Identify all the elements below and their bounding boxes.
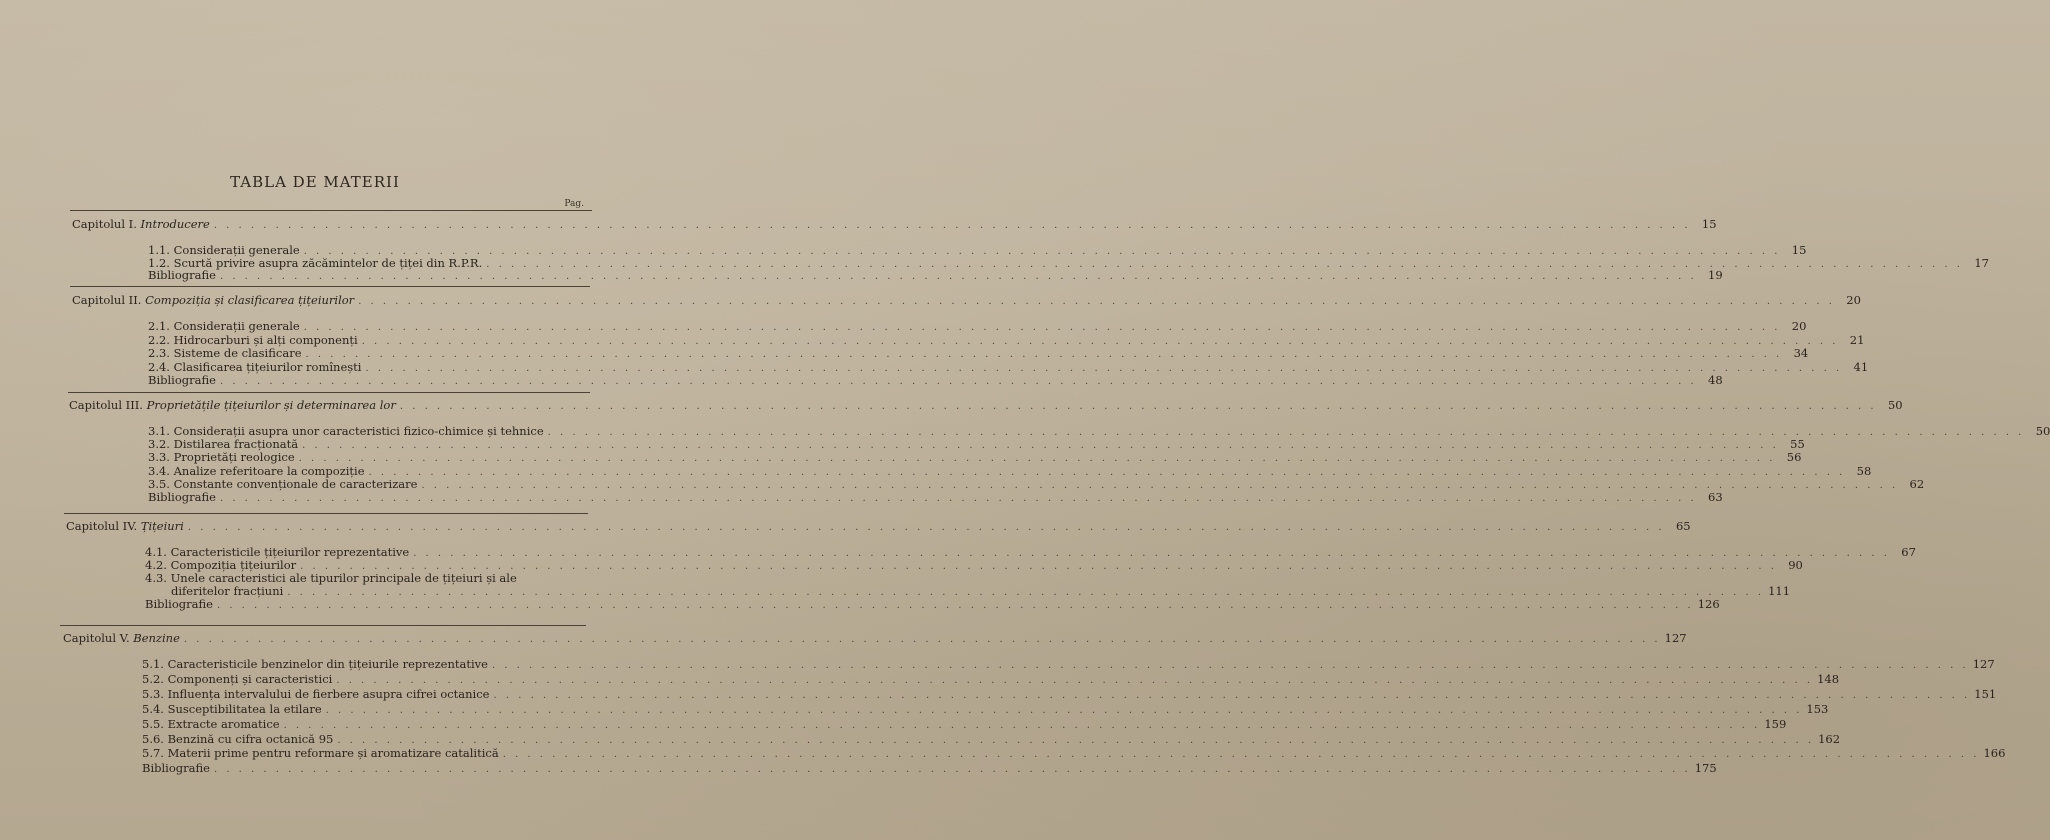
- chapter-name: Introducere: [140, 217, 210, 231]
- entry-text: Hidrocarburi și alți componenți: [173, 332, 358, 347]
- chapter-heading[interactable]: [72, 217, 1717, 232]
- entry-text: Bibliografie: [142, 761, 210, 776]
- entry-page-number: 48: [1708, 373, 1723, 388]
- chapter-heading[interactable]: [69, 398, 1903, 413]
- entry-page-number: 58: [1856, 463, 1872, 478]
- entry-text: Influența intervalului de fierbere asupra cifrei octanice: [167, 686, 490, 701]
- leader-dots: . . . . . . . . . . . . . . . . . . . . . . . . . . . . . . . . . . . . . . . . . . . . . . . . . . . . . . . . . . . . . . . . . . . . . . . . . . . . . . . . . . . . . . . . . . . . . . . . . . . . . . . . . . . . . . . . . . . . . . . .: [219, 493, 1697, 504]
- entry-number: 2.2.: [148, 332, 174, 347]
- entry-title: [148, 374, 216, 387]
- entry-title: [148, 334, 358, 347]
- chapter-title: [69, 399, 396, 412]
- entry-text: Constante convenționale de caracterizare: [173, 476, 418, 491]
- leader-dots: . . . . . . . . . . . . . . . . . . . . . . . . . . . . . . . . . . . . . . . . . . . . . . . . . . . . . . . . . . . . . . . . . . . . . . . . . . . . . . . . . . . . . . . . . . . . . . . . . . . . . . . . . . . . . . . . . . . . . . . .: [219, 376, 1697, 388]
- chapter-heading[interactable]: [66, 519, 1691, 534]
- entry-page-number: 111: [1768, 584, 1791, 598]
- leader-dots: . . . . . . . . . . . . . . . . . . . . . . . . . . . . . . . . . . . . . . . . . . . . . . . . . . . . . . . . . . . . . . . . . . . . . . . . . . . . . . . . . . . . . . . . . . . . . . . . . . . . . . . . . . . . . . . . . . . . . . . .: [491, 660, 1969, 671]
- chapter-heading[interactable]: [72, 293, 1861, 308]
- chapter-page-number: 20: [1846, 293, 1861, 307]
- entry-number: 3.1.: [148, 424, 174, 438]
- toc-entry[interactable]: [142, 746, 2006, 761]
- entry-page-number: 55: [1790, 437, 1805, 452]
- toc-entry[interactable]: [142, 731, 1841, 747]
- entry-text: Unele caracteristici ale tipurilor principale de țițeiuri și ale: [170, 571, 517, 585]
- entry-title: [142, 718, 280, 731]
- entry-page-number: 162: [1818, 731, 1841, 746]
- entry-number: 5.4.: [142, 701, 168, 716]
- entry-text: Sisteme de clasificare: [173, 346, 302, 361]
- entry-text: Componenți și caracteristici: [167, 671, 333, 686]
- entry-title: [148, 465, 365, 478]
- entry-text: Caracteristicile benzinelor din țițeiurile reprezentative: [167, 657, 488, 671]
- chapter-name: Compoziția și clasificarea țițeiurilor: [145, 293, 355, 307]
- chapter-page-number: 127: [1664, 631, 1687, 645]
- entry-text: Clasificarea țițeiurilor romînești: [173, 359, 362, 374]
- entry-page-number: 63: [1708, 490, 1723, 504]
- entry-text: Analize referitoare la compoziție: [173, 463, 365, 478]
- chapter-number: Capitolul IV.: [66, 519, 141, 533]
- toc-entry[interactable]: [142, 761, 1717, 776]
- entry-title: [142, 762, 210, 775]
- chapter-title: [66, 520, 184, 533]
- entry-title: [142, 673, 332, 686]
- entry-page-number: 126: [1697, 597, 1720, 611]
- entry-text: Bibliografie: [148, 373, 216, 388]
- entry-title: [145, 598, 213, 611]
- entry-text: Considerații generale: [173, 243, 300, 257]
- entry-title: [142, 703, 322, 716]
- entry-number: 3.4.: [148, 463, 174, 478]
- chapter-number: Capitolul V.: [63, 631, 134, 645]
- entry-page-number: 41: [1853, 359, 1869, 374]
- toc-entry[interactable]: [142, 657, 1995, 672]
- leader-dots: . . . . . . . . . . . . . . . . . . . . . . . . . . . . . . . . . . . . . . . . . . . . . . . . . . . . . . . . . . . . . . . . . . . . . . . . . . . . . . . . . . . . . . . . . . . . . . . . . . . . . . . . . . . . . . . . . . . . . . . .: [337, 734, 1815, 746]
- entry-number: 2.3.: [148, 346, 174, 361]
- toc-entry[interactable]: [148, 490, 1723, 505]
- entry-title: [148, 425, 544, 438]
- toc-entry[interactable]: [142, 686, 1997, 702]
- leader-dots: . . . . . . . . . . . . . . . . . . . . . . . . . . . . . . . . . . . . . . . . . . . . . . . . . . . . . . . . . . . . . . . . . . . . . . . . . . . . . . . . . . . . . . . . . . . . . . . . . . . . . . . . . . . . . . . . . . . . . . . .: [213, 764, 1691, 776]
- leader-dots: . . . . . . . . . . . . . . . . . . . . . . . . . . . . . . . . . . . . . . . . . . . . . . . . . . . . . . . . . . . . . . . . . . . . . . . . . . . . . . . . . . . . . . . . . . . . . . . . . . . . . . . . . . . . . . . . . . . . . . . .: [305, 349, 1783, 361]
- entry-text: Materii prime pentru reformare și aromatizare catalitică: [167, 746, 499, 761]
- entry-page-number: 153: [1806, 701, 1829, 716]
- leader-dots: . . . . . . . . . . . . . . . . . . . . . . . . . . . . . . . . . . . . . . . . . . . . . . . . . . . . . . . . . . . . . . . . . . . . . . . . . . . . . . . . . . . . . . . . . . . . . . . . . . . . . . . . . . . . . . . . . . . . . . . .: [336, 674, 1814, 686]
- entry-title: [148, 451, 295, 464]
- entry-text: Distilarea fracționată: [173, 437, 299, 452]
- entry-page-number: 62: [1909, 476, 1925, 491]
- entry-page-number: 148: [1817, 671, 1840, 686]
- leader-dots: . . . . . . . . . . . . . . . . . . . . . . . . . . . . . . . . . . . . . . . . . . . . . . . . . . . . . . . . . . . . . . . . . . . . . . . . . . . . . . . . . . . . . . . . . . . . . . . . . . . . . . . . . . . . . . . . . . . . . . . .: [399, 401, 1877, 412]
- leader-dots: . . . . . . . . . . . . . . . . . . . . . . . . . . . . . . . . . . . . . . . . . . . . . . . . . . . . . . . . . . . . . . . . . . . . . . . . . . . . . . . . . . . . . . . . . . . . . . . . . . . . . . . . . . . . . . . . . . . . . . . .: [421, 479, 1899, 491]
- entry-number: 5.1.: [142, 657, 168, 671]
- entry-page-number: 151: [1974, 686, 1997, 701]
- chapter-name: Proprietățile țițeiurilor și determinarea lor: [146, 398, 396, 412]
- leader-dots: . . . . . . . . . . . . . . . . . . . . . . . . . . . . . . . . . . . . . . . . . . . . . . . . . . . . . . . . . . . . . . . . . . . . . . . . . . . . . . . . . . . . . . . . . . . . . . . . . . . . . . . . . . . . . . . . . . . . . . . .: [300, 561, 1777, 572]
- chapter-number: Capitolul II.: [72, 293, 146, 307]
- leader-dots: . . . . . . . . . . . . . . . . . . . . . . . . . . . . . . . . . . . . . . . . . . . . . . . . . . . . . . . . . . . . . . . . . . . . . . . . . . . . . . . . . . . . . . . . . . . . . . . . . . . . . . . . . . . . . . . . . . . . . . . .: [213, 220, 1691, 231]
- entry-title: [148, 438, 298, 451]
- page-title: TABLA DE MATERII: [230, 173, 400, 191]
- entry-title: [142, 733, 333, 746]
- leader-dots: . . . . . . . . . . . . . . . . . . . . . . . . . . . . . . . . . . . . . . . . . . . . . . . . . . . . . . . . . . . . . . . . . . . . . . . . . . . . . . . . . . . . . . . . . . . . . . . . . . . . . . . . . . . . . . . . . . . . . . . .: [493, 689, 1971, 701]
- chapter-rule: [60, 625, 586, 626]
- entry-text: Proprietăți reologice: [173, 450, 295, 465]
- entry-page-number: 21: [1849, 332, 1865, 347]
- entry-page-number: 19: [1708, 268, 1723, 282]
- entry-text: Caracteristicile țițeiurilor reprezentative: [170, 545, 410, 559]
- entry-page-number: 159: [1764, 716, 1787, 731]
- entry-title: [148, 269, 216, 282]
- leader-dots: . . . . . . . . . . . . . . . . . . . . . . . . . . . . . . . . . . . . . . . . . . . . . . . . . . . . . . . . . . . . . . . . . . . . . . . . . . . . . . . . . . . . . . . . . . . . . . . . . . . . . . . . . . . . . . . . . . . . . . . .: [298, 453, 1776, 465]
- leader-dots: . . . . . . . . . . . . . . . . . . . . . . . . . . . . . . . . . . . . . . . . . . . . . . . . . . . . . . . . . . . . . . . . . . . . . . . . . . . . . . . . . . . . . . . . . . . . . . . . . . . . . . . . . . . . . . . . . . . . . . . .: [302, 440, 1779, 452]
- entry-title: [148, 347, 302, 360]
- entry-page-number: 34: [1793, 346, 1809, 361]
- leader-dots: . . . . . . . . . . . . . . . . . . . . . . . . . . . . . . . . . . . . . . . . . . . . . . . . . . . . . . . . . . . . . . . . . . . . . . . . . . . . . . . . . . . . . . . . . . . . . . . . . . . . . . . . . . . . . . . . . . . . . . . .: [547, 427, 2025, 438]
- entry-page-number: 67: [1901, 545, 1916, 559]
- entry-number: 3.2.: [148, 437, 174, 452]
- toc-entry[interactable]: [142, 671, 1840, 687]
- entry-number: 5.6.: [142, 731, 168, 746]
- entry-text: diferitelor fracțiuni: [171, 584, 284, 598]
- leader-dots: . . . . . . . . . . . . . . . . . . . . . . . . . . . . . . . . . . . . . . . . . . . . . . . . . . . . . . . . . . . . . . . . . . . . . . . . . . . . . . . . . . . . . . . . . . . . . . . . . . . . . . . . . . . . . . . . . . . . . . . .: [303, 246, 1781, 257]
- leader-dots: . . . . . . . . . . . . . . . . . . . . . . . . . . . . . . . . . . . . . . . . . . . . . . . . . . . . . . . . . . . . . . . . . . . . . . . . . . . . . . . . . . . . . . . . . . . . . . . . . . . . . . . . . . . . . . . . . . . . . . . .: [502, 749, 1980, 761]
- toc-entry[interactable]: [148, 373, 1723, 388]
- entry-page-number: 166: [1983, 746, 2006, 761]
- chapter-rule: [70, 210, 592, 211]
- chapter-number: Capitolul III.: [69, 398, 147, 412]
- chapter-title: [72, 218, 210, 231]
- leader-dots: . . . . . . . . . . . . . . . . . . . . . . . . . . . . . . . . . . . . . . . . . . . . . . . . . . . . . . . . . . . . . . . . . . . . . . . . . . . . . . . . . . . . . . . . . . . . . . . . . . . . . . . . . . . . . . . . . . . . . . . .: [365, 362, 1843, 374]
- entry-number: 4.2.: [145, 558, 171, 572]
- entry-title: [148, 361, 361, 374]
- toc-entry[interactable]: [148, 268, 1723, 283]
- chapter-title: [63, 632, 180, 645]
- leader-dots: . . . . . . . . . . . . . . . . . . . . . . . . . . . . . . . . . . . . . . . . . . . . . . . . . . . . . . . . . . . . . . . . . . . . . . . . . . . . . . . . . . . . . . . . . . . . . . . . . . . . . . . . . . . . . . . . . . . . . . . .: [303, 322, 1781, 333]
- chapter-rule: [64, 513, 588, 514]
- entry-title: [142, 658, 488, 671]
- toc-entry[interactable]: [142, 701, 1829, 717]
- entry-title: [142, 747, 499, 760]
- entry-text: Considerații generale: [173, 319, 300, 333]
- entry-page-number: 15: [1791, 243, 1807, 257]
- entry-number: 5.2.: [142, 671, 168, 686]
- entry-text: Scurtă privire asupra zăcămintelor de țiței din R.P.R.: [173, 255, 483, 270]
- entry-text: Considerații asupra unor caracteristici fizico-chimice și tehnice: [173, 424, 544, 438]
- leader-dots: . . . . . . . . . . . . . . . . . . . . . . . . . . . . . . . . . . . . . . . . . . . . . . . . . . . . . . . . . . . . . . . . . . . . . . . . . . . . . . . . . . . . . . . . . . . . . . . . . . . . . . . . . . . . . . . . . . . . . . . .: [283, 719, 1761, 731]
- entry-number: 5.3.: [142, 686, 168, 701]
- leader-dots: . . . . . . . . . . . . . . . . . . . . . . . . . . . . . . . . . . . . . . . . . . . . . . . . . . . . . . . . . . . . . . . . . . . . . . . . . . . . . . . . . . . . . . . . . . . . . . . . . . . . . . . . . . . . . . . . . . . . . . . .: [287, 587, 1765, 598]
- toc-entry[interactable]: [142, 716, 1787, 732]
- entry-title: [148, 320, 300, 333]
- chapter-page-number: 15: [1701, 217, 1717, 231]
- entry-text: Susceptibilitatea la etilare: [167, 701, 322, 716]
- entry-text: Extracte aromatice: [167, 716, 280, 731]
- leader-dots: . . . . . . . . . . . . . . . . . . . . . . . . . . . . . . . . . . . . . . . . . . . . . . . . . . . . . . . . . . . . . . . . . . . . . . . . . . . . . . . . . . . . . . . . . . . . . . . . . . . . . . . . . . . . . . . . . . . . . . . .: [183, 634, 1661, 645]
- chapter-rule: [68, 392, 590, 393]
- leader-dots: . . . . . . . . . . . . . . . . . . . . . . . . . . . . . . . . . . . . . . . . . . . . . . . . . . . . . . . . . . . . . . . . . . . . . . . . . . . . . . . . . . . . . . . . . . . . . . . . . . . . . . . . . . . . . . . . . . . . . . . .: [413, 548, 1890, 559]
- leader-dots: . . . . . . . . . . . . . . . . . . . . . . . . . . . . . . . . . . . . . . . . . . . . . . . . . . . . . . . . . . . . . . . . . . . . . . . . . . . . . . . . . . . . . . . . . . . . . . . . . . . . . . . . . . . . . . . . . . . . . . . .: [361, 335, 1839, 347]
- entry-page-number: 175: [1694, 761, 1717, 776]
- entry-text: Benzină cu cifra octanică 95: [167, 731, 334, 746]
- chapter-number: Capitolul I.: [72, 217, 141, 231]
- chapter-name: Țițeiuri: [140, 519, 184, 533]
- leader-dots: . . . . . . . . . . . . . . . . . . . . . . . . . . . . . . . . . . . . . . . . . . . . . . . . . . . . . . . . . . . . . . . . . . . . . . . . . . . . . . . . . . . . . . . . . . . . . . . . . . . . . . . . . . . . . . . . . . . . . . . .: [486, 258, 1963, 270]
- entry-text: Bibliografie: [148, 490, 216, 504]
- entry-number: 1.1.: [148, 243, 174, 257]
- entry-number: 2.4.: [148, 359, 174, 374]
- entry-number: 4.1.: [145, 545, 171, 559]
- page-column-label: Pag.: [564, 199, 584, 209]
- entry-number: 3.3.: [148, 450, 174, 465]
- toc-entry[interactable]: [145, 597, 1720, 612]
- entry-text: Bibliografie: [148, 268, 216, 282]
- entry-number: 3.5.: [148, 476, 174, 491]
- entry-page-number: 90: [1788, 558, 1803, 572]
- leader-dots: . . . . . . . . . . . . . . . . . . . . . . . . . . . . . . . . . . . . . . . . . . . . . . . . . . . . . . . . . . . . . . . . . . . . . . . . . . . . . . . . . . . . . . . . . . . . . . . . . . . . . . . . . . . . . . . . . . . . . . . .: [219, 271, 1697, 282]
- entry-title: [148, 491, 216, 504]
- leader-dots: . . . . . . . . . . . . . . . . . . . . . . . . . . . . . . . . . . . . . . . . . . . . . . . . . . . . . . . . . . . . . . . . . . . . . . . . . . . . . . . . . . . . . . . . . . . . . . . . . . . . . . . . . . . . . . . . . . . . . . . .: [358, 296, 1835, 307]
- leader-dots: . . . . . . . . . . . . . . . . . . . . . . . . . . . . . . . . . . . . . . . . . . . . . . . . . . . . . . . . . . . . . . . . . . . . . . . . . . . . . . . . . . . . . . . . . . . . . . . . . . . . . . . . . . . . . . . . . . . . . . . .: [187, 522, 1665, 533]
- entry-page-number: 56: [1786, 450, 1802, 465]
- leader-dots: . . . . . . . . . . . . . . . . . . . . . . . . . . . . . . . . . . . . . . . . . . . . . . . . . . . . . . . . . . . . . . . . . . . . . . . . . . . . . . . . . . . . . . . . . . . . . . . . . . . . . . . . . . . . . . . . . . . . . . . .: [216, 600, 1694, 611]
- entry-number: 5.5.: [142, 716, 168, 731]
- entry-number: 1.2.: [148, 255, 174, 270]
- entry-number: 2.1.: [148, 319, 174, 333]
- entry-text: Compoziția țițeiurilor: [170, 558, 297, 572]
- chapter-page-number: 65: [1675, 519, 1691, 533]
- leader-dots: . . . . . . . . . . . . . . . . . . . . . . . . . . . . . . . . . . . . . . . . . . . . . . . . . . . . . . . . . . . . . . . . . . . . . . . . . . . . . . . . . . . . . . . . . . . . . . . . . . . . . . . . . . . . . . . . . . . . . . . .: [325, 704, 1803, 716]
- chapter-title: [72, 294, 354, 307]
- entry-page-number: 20: [1791, 319, 1807, 333]
- entry-text: Bibliografie: [145, 597, 213, 611]
- leader-dots: . . . . . . . . . . . . . . . . . . . . . . . . . . . . . . . . . . . . . . . . . . . . . . . . . . . . . . . . . . . . . . . . . . . . . . . . . . . . . . . . . . . . . . . . . . . . . . . . . . . . . . . . . . . . . . . . . . . . . . . .: [368, 466, 1846, 478]
- entry-title: [142, 688, 490, 701]
- entry-page-number: 50: [2035, 424, 2050, 438]
- entry-title: [148, 478, 417, 491]
- entry-number: 4.3.: [145, 571, 171, 585]
- chapter-rule: [70, 286, 590, 287]
- entry-page-number: 127: [1972, 657, 1995, 671]
- entry-page-number: 17: [1974, 255, 1989, 270]
- chapter-heading[interactable]: [63, 631, 1687, 646]
- chapter-page-number: 50: [1887, 398, 1903, 412]
- chapter-name: Benzine: [133, 631, 180, 645]
- entry-number: 5.7.: [142, 746, 168, 761]
